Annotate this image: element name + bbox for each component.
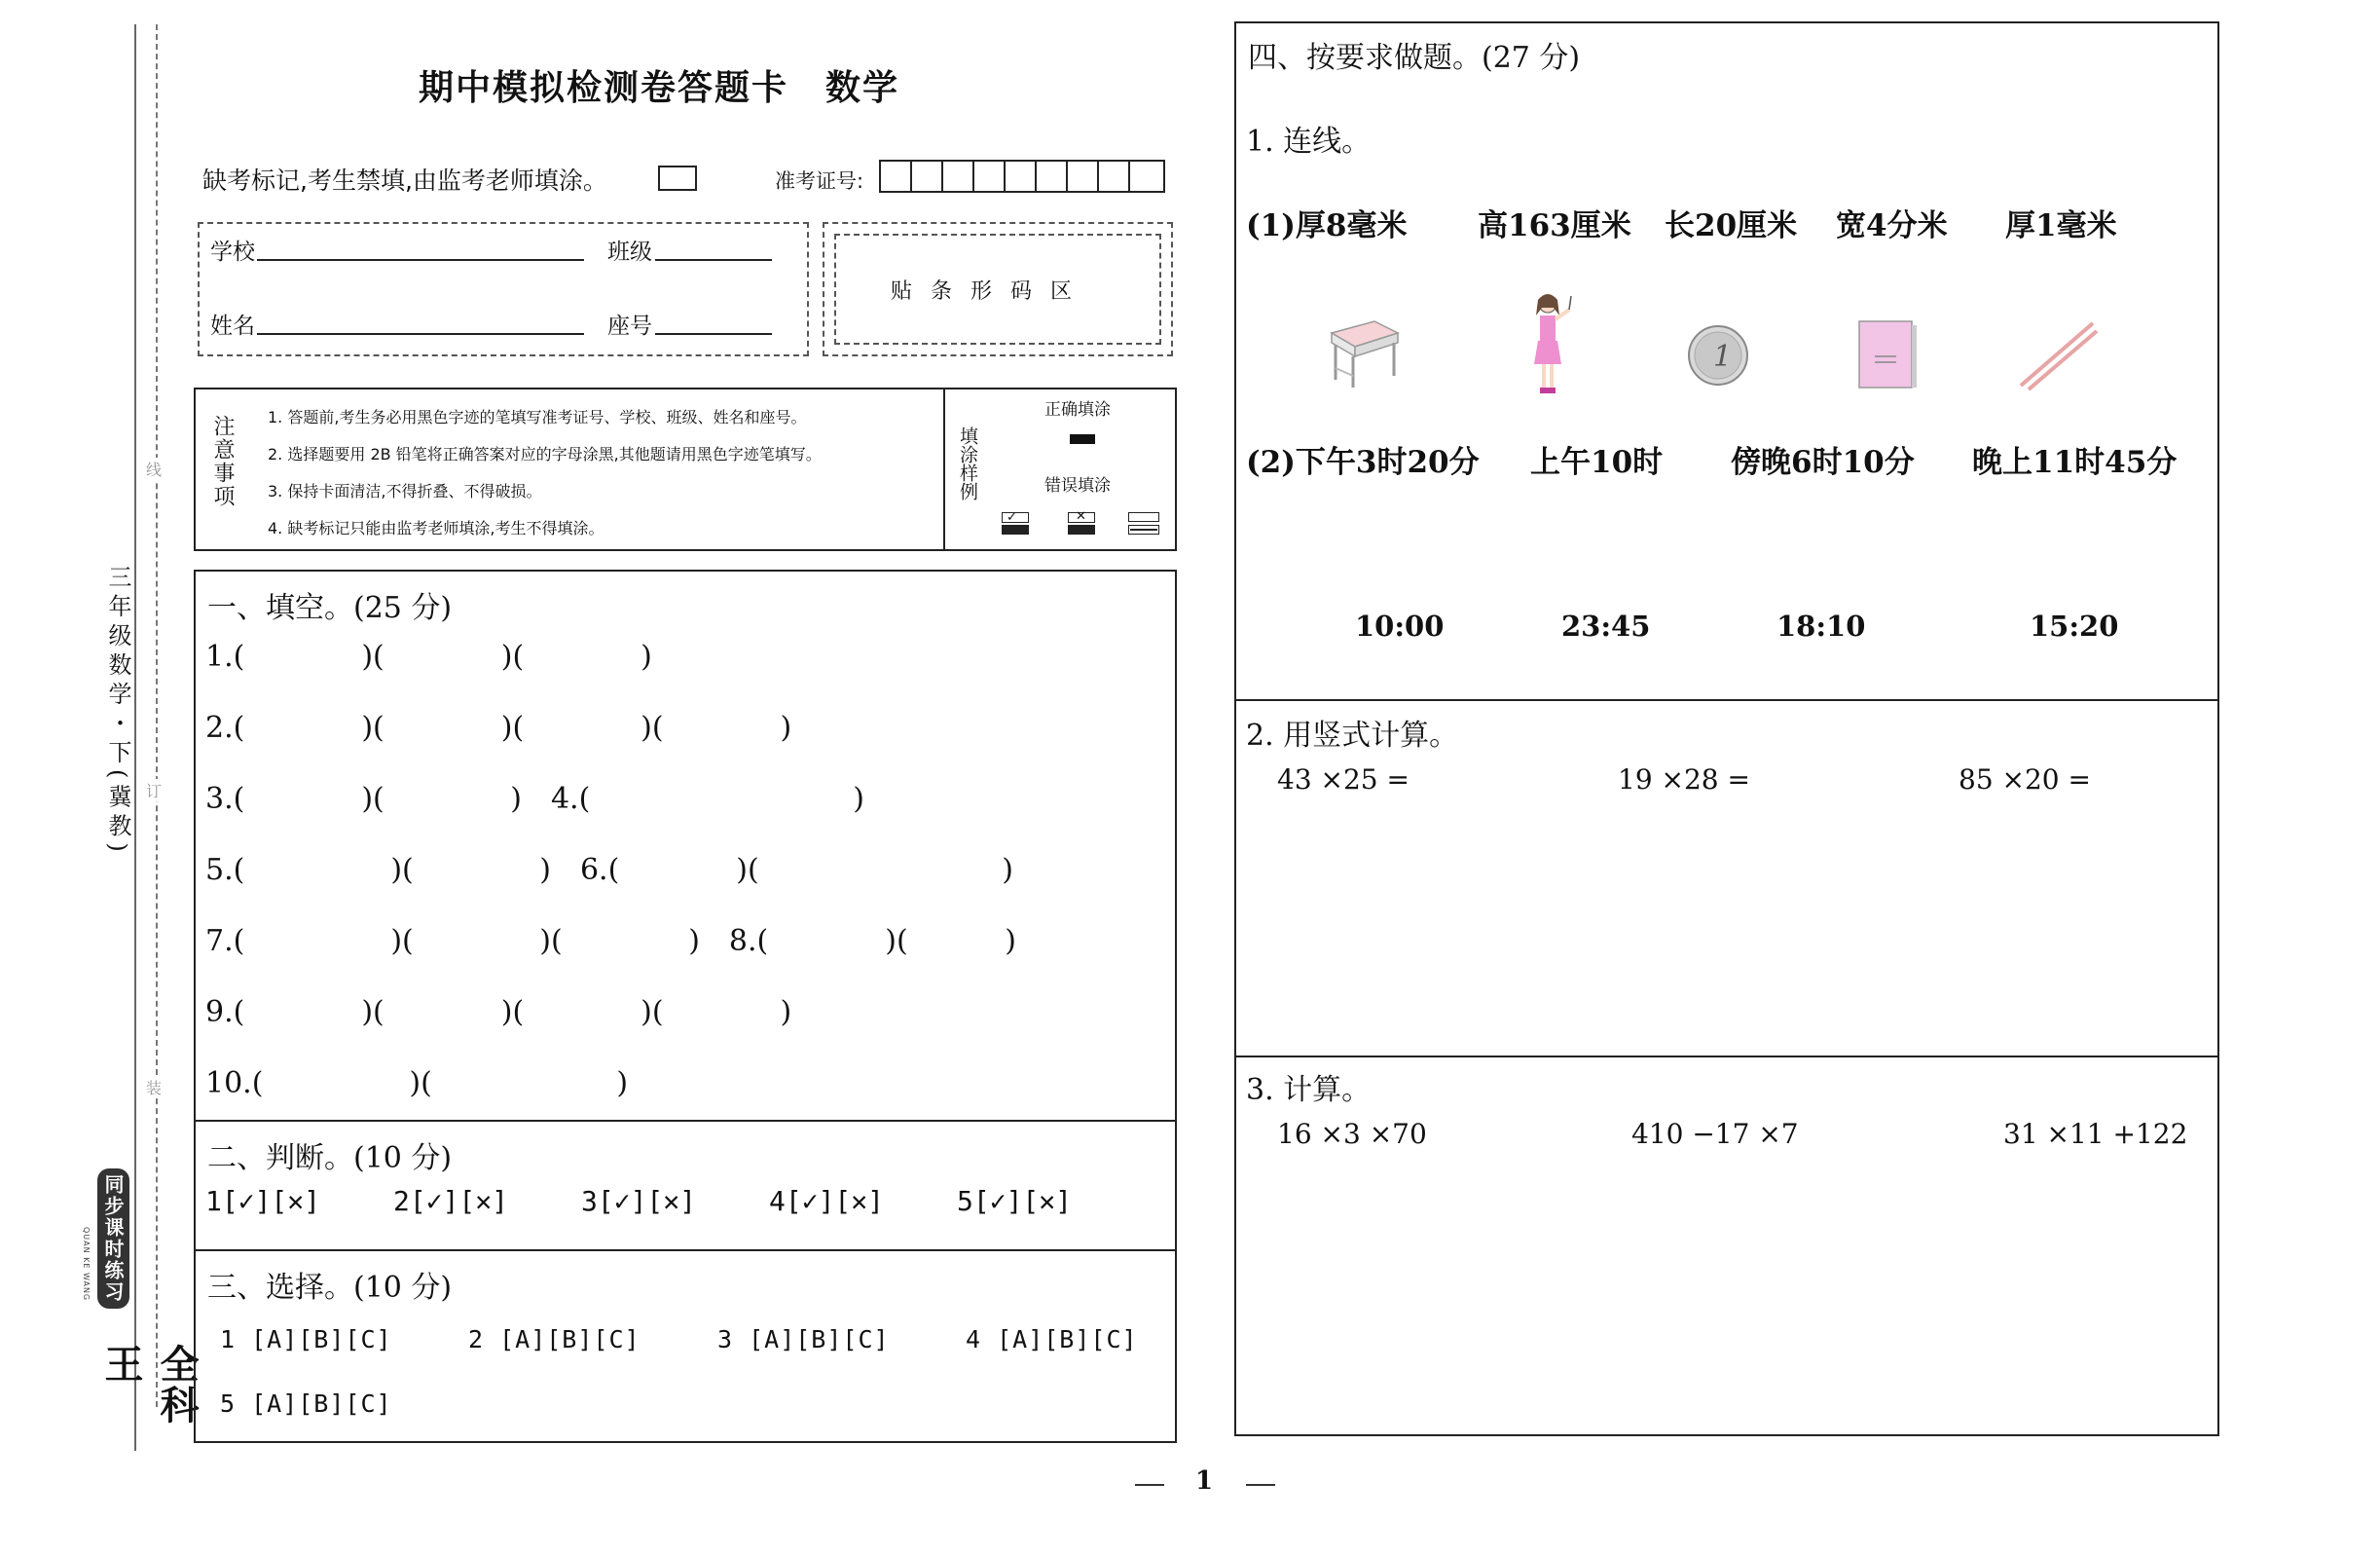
measure-label: (1)厚8毫米 [1246,208,1408,243]
fill-blank-row[interactable]: 5.( )( ) 6.( )( ) [205,853,1013,887]
exam-no-label: 准考证号: [775,169,864,193]
coin-icon [1684,321,1752,389]
svg-text:1: 1 [1713,340,1733,374]
class-label: 班级 [607,240,652,265]
absent-checkbox[interactable] [658,166,697,191]
section1-title: 一、填空。(25 分) [207,591,453,625]
judge-item[interactable]: 2[✓][✕] [393,1185,509,1217]
correct-fill-mark [1070,434,1095,444]
digital-clock: 23:45 [1561,610,1651,643]
fill-blank-row[interactable]: 1.( )( )( ) [205,640,652,674]
page-number: 1 [1195,1466,1214,1496]
note-item: 1. 答题前,考生务必用黑色字迹的笔填写准考证号、学校、班级、姓名和座号。 [268,408,807,426]
spine-cut-zhuang: 装 [146,1076,162,1098]
measure-label: 宽4分米 [1836,208,1948,243]
fill-blank-row[interactable]: 9.( )( )( )( ) [205,995,792,1029]
fill-blank-row[interactable]: 2.( )( )( )( ) [205,711,792,745]
choice-item[interactable]: 5 [A][B][C] [220,1389,392,1418]
seat-label: 座号 [607,314,652,339]
brand-subtitle: 同步课时练习 [97,1168,129,1309]
absent-note: 缺考标记,考生禁填,由监考老师填涂。 [202,167,607,195]
footer-dash-right [1246,1484,1275,1486]
brand-logo [82,1159,199,1451]
page-title: 期中模拟检测卷答题卡 数学 [419,67,900,108]
judge-item[interactable]: 4[✓][✕] [769,1185,885,1217]
measure-label: 高163厘米 [1478,208,1631,243]
wrong-label: 错误填涂 [1044,476,1111,496]
seat-field[interactable] [655,333,772,335]
notes-box [194,388,1177,551]
q1-title: 1. 连线。 [1246,125,1372,159]
choice-item[interactable]: 3 [A][B][C] [717,1325,890,1353]
judge-item[interactable]: 3[✓][✕] [581,1185,697,1217]
chopsticks-icon [2015,315,2103,393]
section-divider [1236,1056,2217,1057]
time-label: 傍晚6时10分 [1731,445,1915,480]
calc-item[interactable]: 16 ×3 ×70 [1277,1118,1427,1150]
wrong-check-icon: ✓ [1002,512,1031,536]
name-label: 姓名 [210,314,255,339]
section-divider [196,1120,1175,1122]
footer-dash-left [1135,1484,1164,1486]
wrong-cross-icon: ✕ [1068,512,1097,536]
correct-label: 正确填涂 [1044,400,1111,420]
barcode-label: 贴 条 形 码 区 [891,279,1078,304]
desk-icon [1324,312,1402,389]
exam-no-grid[interactable] [879,160,1165,193]
time-label: 晚上11时45分 [1972,445,2178,480]
student-info-box [198,222,809,356]
section3-title: 三、选择。(10 分) [207,1271,453,1305]
notes-label: 注意事项 [210,415,235,508]
notes-divider [943,389,945,549]
class-field[interactable] [655,259,772,261]
digital-clock: 18:10 [1776,610,1866,643]
digital-clock: 10:00 [1355,610,1445,643]
choice-item[interactable]: 1 [A][B][C] [220,1325,392,1353]
section-divider [196,1249,1175,1251]
fill-blank-row[interactable]: 10.( )( ) [205,1066,629,1100]
judge-item[interactable]: 1[✓][✕] [205,1185,321,1217]
school-label: 学校 [210,240,255,265]
answer-area-right [1234,21,2219,1436]
fill-blank-row[interactable]: 3.( )( ) 4.( ) [205,782,865,816]
time-label: 上午10时 [1530,445,1664,480]
wrong-partial-icon [1128,512,1161,536]
section4-title: 四、按要求做题。(27 分) [1248,41,1581,75]
note-item: 3. 保持卡面清洁,不得折叠、不得破损。 [268,482,542,500]
choice-item[interactable]: 2 [A][B][C] [468,1325,641,1353]
calc-item[interactable]: 410 −17 ×7 [1631,1118,1799,1150]
book-icon [1851,315,1920,393]
time-label: (2)下午3时20分 [1246,445,1480,480]
note-item: 4. 缺考标记只能由监考老师填涂,考生不得填涂。 [268,519,604,537]
spine-cut-ding: 订 [146,779,162,801]
q3-title: 3. 计算。 [1246,1073,1372,1107]
measure-label: 长20厘米 [1665,208,1798,243]
spine-cut-xian: 线 [146,458,162,480]
calc-item[interactable]: 31 ×11 +122 [2003,1118,2188,1150]
spine-dashed-line [156,24,158,1407]
vertical-calc-item[interactable]: 19 ×28 = [1618,763,1750,796]
brand-name: 全科王 [98,1344,199,1426]
answer-area-left [194,570,1177,1443]
brand-pinyin: QUAN KE WANG [82,1227,91,1302]
school-field[interactable] [257,259,584,261]
vertical-calc-item[interactable]: 85 ×20 = [1959,763,2091,796]
fill-blank-row[interactable]: 7.( )( )( ) 8.( )( ) [205,924,1016,958]
q2-title: 2. 用竖式计算。 [1246,719,1459,753]
section2-title: 二、判断。(10 分) [207,1141,453,1175]
girl-icon [1509,286,1587,403]
barcode-area [834,234,1161,345]
name-field[interactable] [257,333,584,335]
section-divider [1236,699,2217,701]
measure-label: 厚1毫米 [2005,208,2117,243]
digital-clock: 15:20 [2030,610,2119,643]
sample-label: 填涂样例 [957,426,978,500]
vertical-calc-item[interactable]: 43 ×25 = [1277,763,1410,796]
choice-item[interactable]: 4 [A][B][C] [966,1325,1138,1353]
judge-item[interactable]: 5[✓][✕] [957,1185,1073,1217]
spine-subject: 三年级数学・下(冀教) [104,565,131,858]
note-item: 2. 选择题要用 2B 铅笔将正确答案对应的字母涂黑,其他题请用黑色字迹笔填写。 [268,445,822,463]
